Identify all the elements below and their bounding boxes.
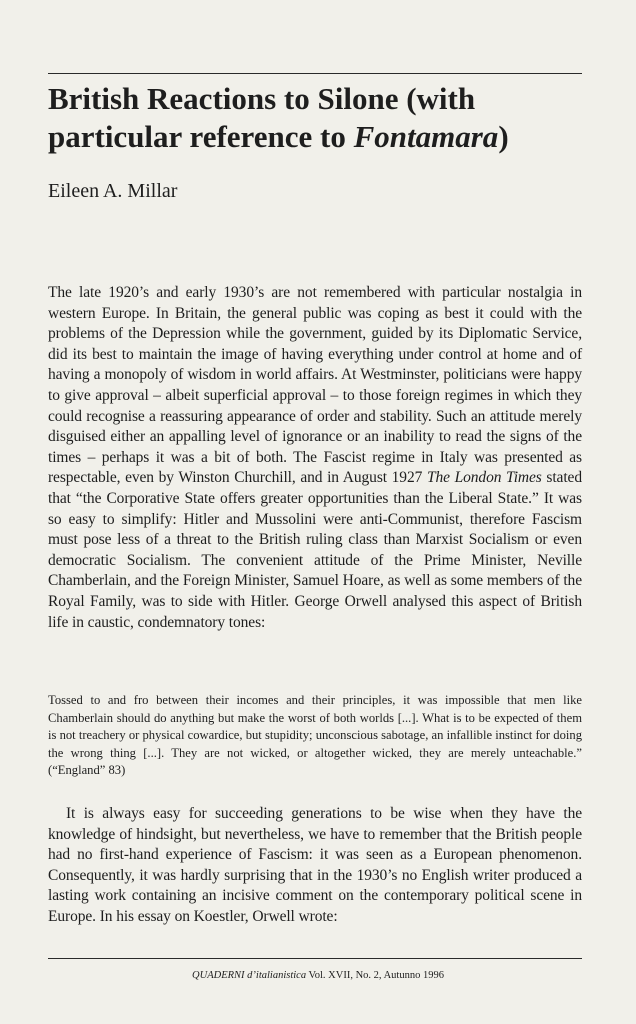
paragraph-1-text-a: The late 1920’s and early 1930’s are not remembered with particular nostalgia in western Europe. In Britain, the general public was coping as best it could with the problems of the Depression while the government, guided by its Diplomatic Service, did its best to maintain the image of having everything under control at home and of having a monopoly of wisdom in world affairs. At Westminster, politicians were happy to give approval – albeit superficial approval – to those foreign regimes in which they could recognise a reassuring appearance of order and stability. Such an attitude merely disguised either an appalling level of ignorance or an inability to read the signs of the times – perhaps it was a bit of both. The Fascist regime in Italy was presented as respectable, even by Winston Churchill, and in August 1927	[48, 284, 582, 487]
footer-issue-details: Vol. XVII, No. 2, Autunno 1996	[306, 970, 444, 981]
bottom-rule	[48, 958, 582, 959]
block-quote: Tossed to and fro between their incomes and their principles, it was impossible that men like Chamberlain should do anything but make the worst of both worlds [...]. What is to be expected of them is not treachery or physical cowardice, but stupidity; unconscious sabotage, an infallible instinct for doing the wrong thing [...]. They are not wicked, or altogether wicked, they are merely unteachable.” (“England” 83)	[48, 693, 582, 778]
paragraph-1	[48, 283, 582, 633]
article-title	[48, 80, 588, 156]
title-close-paren: )	[498, 119, 509, 154]
paragraph-2: It is always easy for succeeding generations to be wise when they have the knowledge of hindsight, but nevertheless, we have to remember that the British people had no first-hand experience of Fascism: it was seen as a European phenomenon. Consequently, it was hardly surprising that in the 1930’s no English writer produced a lasting work containing an incisive comment on the contemporary political scene in Europe. In his essay on Koestler, Orwell wrote:	[48, 805, 582, 925]
title-italic-fontamara: Fontamara	[353, 119, 499, 154]
paragraph-1-text-b: stated that “the Corporative State offers greater opportunities than the Liberal State.” It was so easy to simplify: Hitler and Mussolini were anti-Communist, therefore Fascism must pose less of a threat to the British ruling class than Marxist Socialism or even democratic Socialism. The convenient attitude of the Prime Minister, Neville Chamberlain, and the Foreign Minister, Samuel Hoare, as well as some members of the Royal Family, was to side with Hitler. George Orwell analysed this aspect of British life in caustic, condemnatory tones:	[48, 469, 582, 631]
author-name: Eileen A. Millar	[48, 180, 178, 202]
footer-journal-name: QUADERNI d’italianistica	[192, 970, 307, 981]
page-footer	[0, 970, 636, 981]
paragraph-1-italic-london-times: The London Times	[426, 469, 542, 487]
title-text: British Reactions to Silone (with particular reference to	[48, 81, 476, 154]
top-rule	[48, 73, 582, 74]
